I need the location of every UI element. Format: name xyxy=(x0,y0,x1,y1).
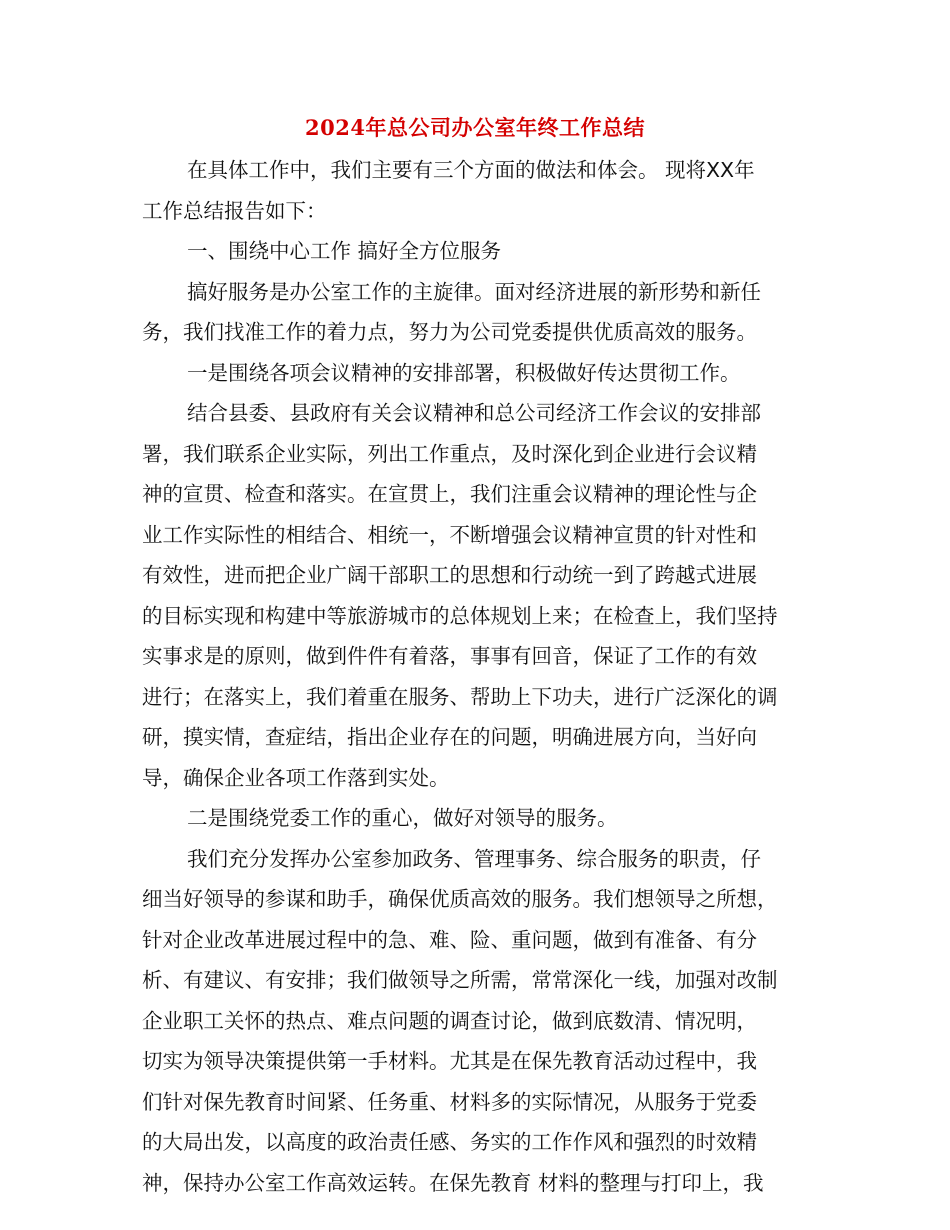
text-line: 务，我们找准工作的着力点，努力为公司党委提供优质高效的服务。 xyxy=(142,320,757,344)
document-body xyxy=(142,150,810,1203)
text-line: 有效性，进而把企业广阔干部职工的思想和行动统一到了跨越式进展 xyxy=(142,563,757,587)
text-line: 的目标实现和构建中等旅游城市的总体规划上来；在检查上，我们坚持 xyxy=(142,603,778,628)
document-title: 2024年总公司办公室年终工作总结 xyxy=(305,115,645,140)
text-line: 二是围绕党委工作的重心，做好对领导的服务。 xyxy=(187,806,618,830)
text-line: 的大局出发，以高度的政治责任感、务实的工作作风和强烈的时效精 xyxy=(142,1130,757,1154)
text-line: 实事求是的原则，做到件件有着落，事事有回音，保证了工作的有效 xyxy=(142,644,757,668)
text-line: 针对企业改革进展过程中的急、难、险、重问题，做到有准备、有分 xyxy=(142,927,757,952)
text-line: 们针对保先教育时间紧、任务重、材料多的实际情况，从服务于党委 xyxy=(142,1089,757,1114)
text-line: 神的宣贯、检查和落实。在宣贯上，我们注重会议精神的理论性与企 xyxy=(142,482,757,506)
text-line: 进行；在落实上，我们着重在服务、帮助上下功夫，进行广泛深化的调 xyxy=(142,684,778,709)
text-line: 神，保持办公室工作高效运转。在保先教育 材料的整理与打印上，我 xyxy=(142,1170,764,1195)
text-line: 切实为领导决策提供第一手材料。尤其是在保先教育活动过程中，我 xyxy=(142,1049,757,1073)
text-line: 在具体工作中，我们主要有三个方面的做法和体会。 现将XX年 xyxy=(187,158,755,182)
text-line: 结合县委、县政府有关会议精神和总公司经济工作会议的安排部 xyxy=(187,401,761,425)
text-line: 业工作实际性的相结合、相统一，不断增强会议精神宣贯的针对性和 xyxy=(142,522,757,547)
text-line: 导，确保企业各项工作落到实处。 xyxy=(142,765,450,790)
text-line: 我们充分发挥办公室参加政务、管理事务、综合服务的职责，仔 xyxy=(187,846,761,871)
text-line: 细当好领导的参谋和助手，确保优质高效的服务。我们想领导之所想， xyxy=(142,887,778,911)
text-line: 署，我们联系企业实际，列出工作重点，及时深化到企业进行会议精 xyxy=(142,441,757,466)
text-line: 一、围绕中心工作 搞好全方位服务 xyxy=(187,239,502,263)
text-line: 企业职工关怀的热点、难点问题的调查讨论，做到底数清、情况明， xyxy=(142,1008,757,1033)
text-line: 研，摸实情，查症结，指出企业存在的问题，明确进展方向，当好向 xyxy=(142,725,757,749)
text-line: 一是围绕各项会议精神的安排部署，积极做好传达贯彻工作。 xyxy=(187,360,741,385)
text-line: 析、有建议、有安排；我们做领导之所需，常常深化一线，加强对改制 xyxy=(142,968,778,992)
text-line: 工作总结报告如下： xyxy=(142,198,327,223)
text-line: 搞好服务是办公室工作的主旋律。面对经济进展的新形势和新任 xyxy=(187,279,761,304)
